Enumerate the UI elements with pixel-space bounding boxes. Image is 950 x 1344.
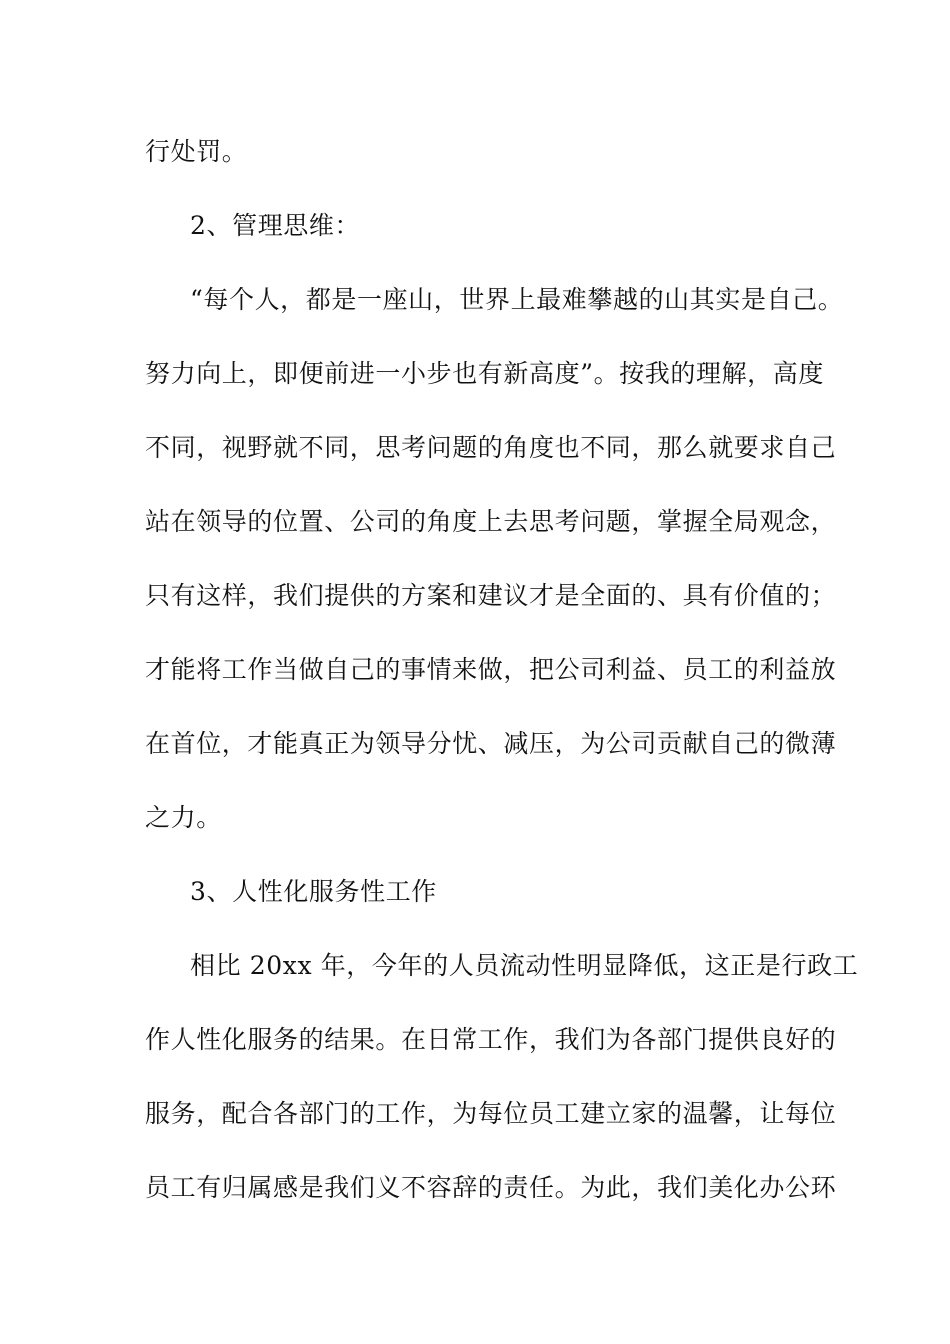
text-line: 服务，配合各部门的工作，为每位员工建立家的温馨，让每位 — [145, 1099, 837, 1128]
text-line: 相比 20xx 年，今年的人员流动性明显降低，这正是行政工 — [190, 951, 859, 980]
text-line: “每个人，都是一座山，世界上最难攀越的山其实是自己。 — [190, 285, 844, 314]
text-line: 不同，视野就不同，思考问题的角度也不同，那么就要求自己 — [145, 433, 837, 462]
text-line: 在首位，才能真正为领导分忧、减压，为公司贡献自己的微薄 — [145, 729, 837, 758]
text-line: 站在领导的位置、公司的角度上去思考问题，掌握全局观念， — [145, 507, 837, 536]
text-line: 行处罚。 — [145, 137, 248, 166]
text-line: 才能将工作当做自己的事情来做，把公司利益、员工的利益放 — [145, 655, 837, 684]
text-line: 之力。 — [145, 803, 222, 832]
text-line: 努力向上，即便前进一小步也有新高度”。按我的理解，高度 — [145, 359, 824, 388]
text-line: 作人性化服务的结果。在日常工作，我们为各部门提供良好的 — [145, 1025, 837, 1054]
section-heading: 3、人性化服务性工作 — [190, 877, 437, 906]
text-line: 只有这样，我们提供的方案和建议才是全面的、具有价值的； — [145, 581, 837, 610]
section-heading: 2、管理思维： — [190, 211, 361, 240]
text-line: 员工有归属感是我们义不容辞的责任。为此，我们美化办公环 — [145, 1173, 837, 1202]
